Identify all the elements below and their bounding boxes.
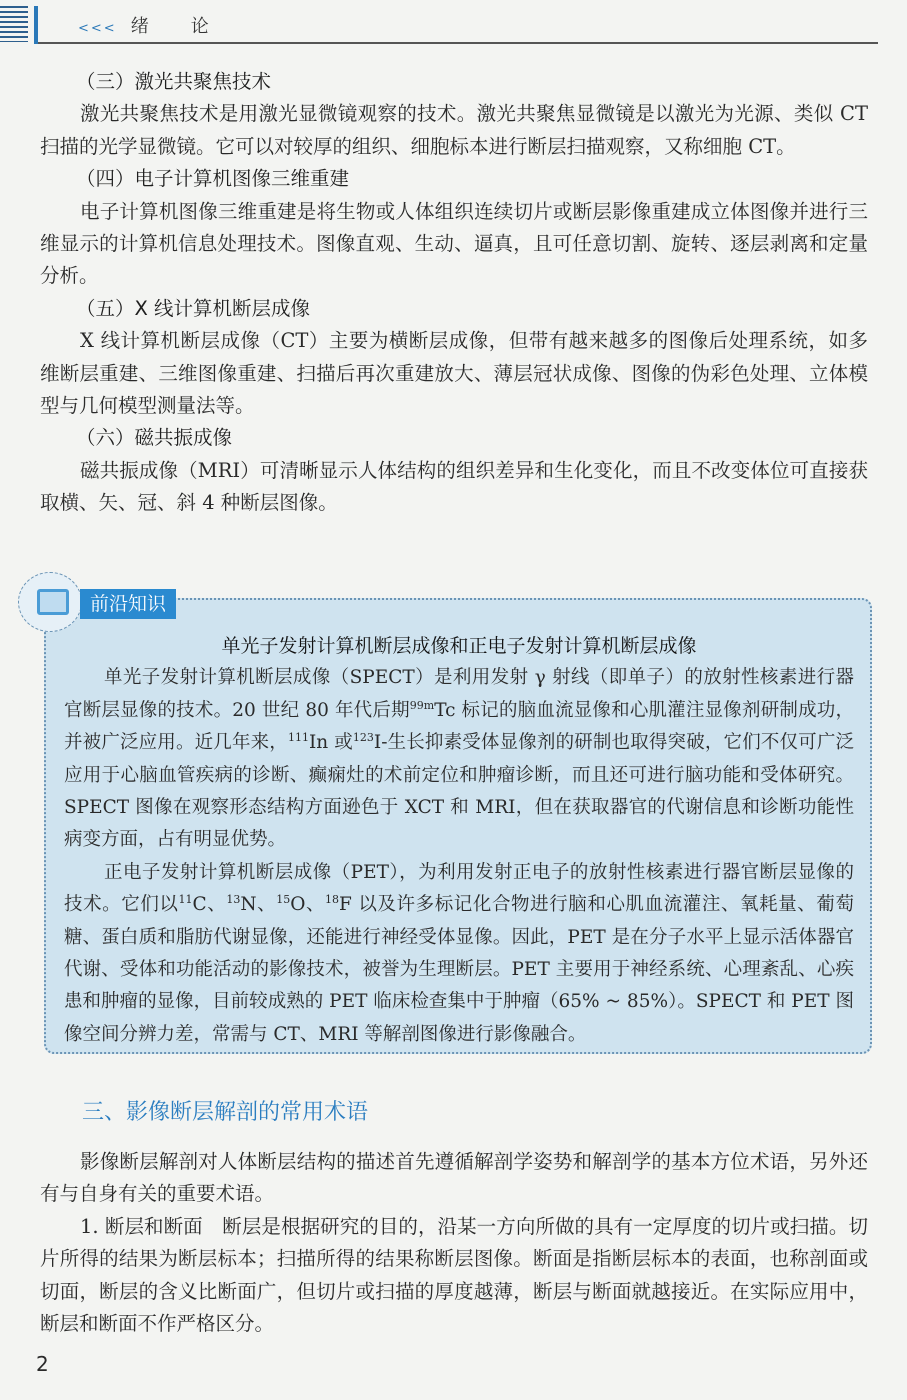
section-heading: （四）电子计算机图像三维重建 — [76, 167, 350, 191]
section-heading: （六）磁共振成像 — [76, 426, 233, 450]
text: 单光子发射计算机断层成像（SPECT）是利用发射 γ 射线（即单子）的放射性核素进行器官断层显像的技术。20 世纪 80 年代后期 — [64, 667, 854, 721]
paragraph: 激光共聚焦技术是用激光显微镜观察的技术。激光共聚焦显微镜是以激光为光源、类似 CT 扫描的光学显微镜。它可以对较厚的组织、细胞标本进行断层扫描观察，又称细胞 CT。 — [40, 102, 868, 158]
text: O、 — [290, 894, 326, 916]
text: N、 — [240, 894, 277, 916]
paragraph: 影像断层解剖对人体断层结构的描述首先遵循解剖学姿势和解剖学的基本方位术语，另外还有与自身有关的重要术语。 — [40, 1150, 868, 1206]
frontier-content — [64, 630, 854, 1051]
section-heading: （三）激光共聚焦技术 — [76, 70, 272, 93]
header-title-2: 论 — [190, 16, 211, 37]
paragraph: 磁共振成像（MRI）可清晰显示人体结构的组织差异和生化变化，而且不改变体位可直接获取横、矢、冠、斜 4 种断层图像。 — [40, 458, 868, 515]
running-header — [78, 12, 211, 38]
paragraph: 1. 断层和断面 断层是根据研究的目的，沿某一方向所做的具有一定厚度的切片或扫描。切片所得的结果为断层标本；扫描所得的结果称断层图像。断面是指断层标本的表面，也称剖面或切面，断层的含义比断面广，但切片或扫描的厚度越薄，断层与断面就越接近。在实际应用中，断层和断面不作严格区分。 — [40, 1214, 868, 1336]
superscript: 111 — [287, 731, 309, 745]
section-3-text — [40, 1146, 868, 1340]
text: I-生长抑素受体显像剂的研制也取得突破，它们不仅可广泛应用于心脑血管疾病的诊断、癫痫灶的术前定位和肿瘤诊断，而且还可进行脑功能和受体研究。SPECT 图像在观察形态结构方面逊色于 XCT 和 MRI，但在获取器官的代谢信息和诊断功能性病变方面，占有明显优势。 — [64, 732, 854, 851]
superscript: 123 — [352, 731, 374, 745]
text: In 或 — [308, 732, 353, 754]
text: 正电子发射计算机断层成像（PET），为利用发射正电子的放射性核素进行器官断层显像的技术。它们以 — [64, 861, 854, 916]
section-heading: （五）X 线计算机断层成像 — [76, 296, 311, 320]
frontier-paragraph-2 — [64, 857, 854, 1051]
text: Tc 标记的脑血流显像和心肌灌注显像剂研制成功，并被广泛应用。近几年来， — [64, 699, 854, 754]
superscript: 11 — [178, 893, 193, 907]
frontier-tag: 前沿知识 — [80, 589, 176, 619]
chevrons-icon: <<< — [78, 21, 117, 36]
page-number: 2 — [36, 1352, 49, 1376]
paragraph: X 线计算机断层成像（CT）主要为横断层成像，但带有越来越多的图像后处理系统，如多维断层重建、三维图像重建、扫描后再次重建放大、薄层冠状成像、图像的伪彩色处理、立体模型与几何模型测量法等。 — [40, 329, 868, 418]
monitor-icon — [18, 572, 82, 632]
text: F 以及许多标记化合物进行脑和心肌血流灌注、氧耗量、葡萄糖、蛋白质和脂肪代谢显像，还能进行神经受体显像。因此，PET 是在分子水平上显示活体器官代谢、受体和功能活动的影像技术，被誉为生理断层。PET 主要用于神经系统、心理紊乱、心疾患和肿瘤的显像，目前较成熟的 PET 临床检查集中于肿瘤（65% ~ 85%）。SPECT 和 PET 图像空间分辨力差，常需与 CT、MRI 等解剖图像进行影像融合。 — [64, 894, 854, 1045]
section-3-heading: 三、影像断层解剖的常用术语 — [82, 1100, 369, 1125]
superscript: 13 — [226, 893, 241, 907]
header-rule — [38, 42, 878, 44]
text: C、 — [192, 894, 227, 916]
superscript: 15 — [276, 893, 291, 907]
main-text — [40, 66, 868, 520]
superscript: 18 — [325, 893, 340, 907]
paragraph: 电子计算机图像三维重建是将生物或人体组织连续切片或断层影像重建成立体图像并进行三维显示的计算机信息处理技术。图像直观、生动、逼真，且可任意切割、旋转、逐层剥离和定量分析。 — [40, 199, 868, 288]
header-bar — [34, 6, 38, 44]
frontier-title: 单光子发射计算机断层成像和正电子发射计算机断层成像 — [221, 635, 697, 657]
frontier-paragraph-1 — [64, 662, 854, 856]
superscript: 99m — [409, 698, 435, 712]
header-stripes — [0, 6, 28, 42]
header-title-1: 绪 — [130, 16, 151, 37]
